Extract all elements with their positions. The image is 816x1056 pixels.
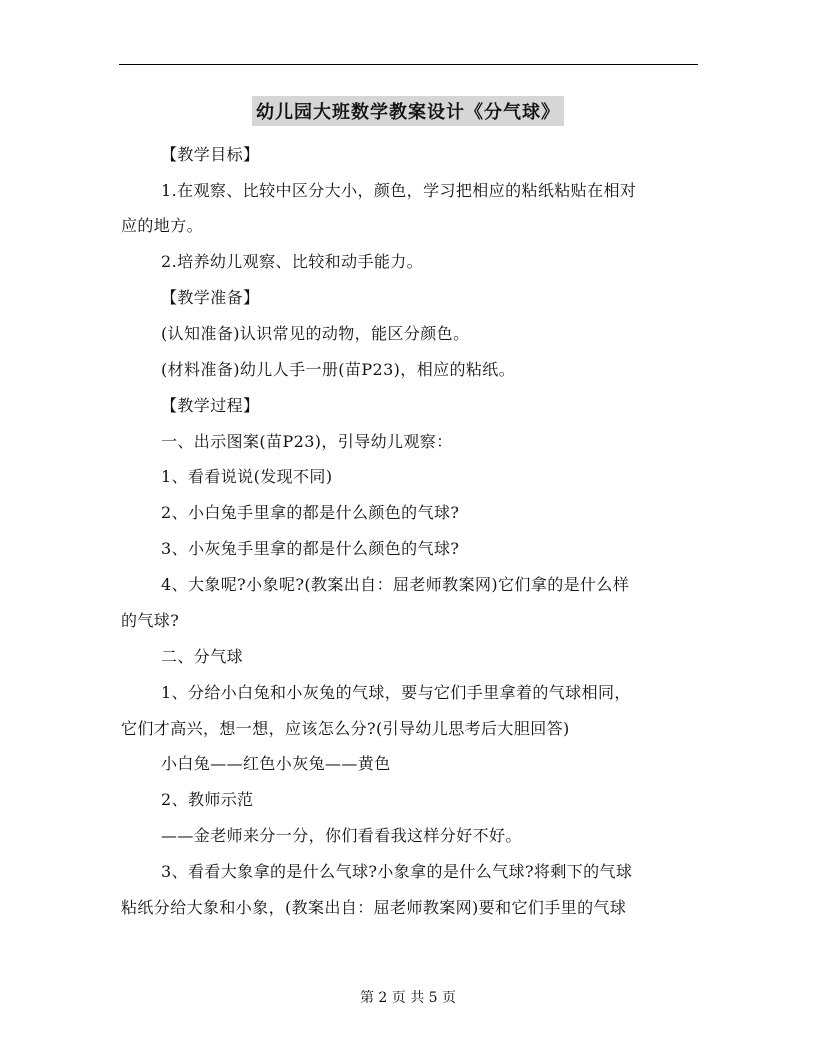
paragraph-line: 二、分气球 (161, 647, 244, 666)
paragraph-line: 3、小灰兔手里拿的都是什么颜色的气球? (161, 539, 460, 558)
paragraph-line: 小白兔——红色小灰兔——黄色 (161, 754, 391, 773)
page-footer: 第 2 页 共 5 页 (359, 990, 457, 1006)
document-title: 幼儿园大班数学教案设计《分气球》 (252, 96, 564, 126)
paragraph-line: 3、看看大象拿的是什么气球?小象拿的是什么气球?将剩下的气球 (161, 862, 633, 881)
paragraph-line: 1、分给小白兔和小灰兔的气球，要与它们手里拿着的气球相同， (161, 683, 631, 702)
paragraph-line: 应的地方。 (121, 216, 204, 235)
paragraph-line: 【教学准备】 (161, 288, 260, 307)
paragraph-line: 1、看看说说(发现不同) (161, 467, 333, 486)
paragraph-line: 一、出示图案(苗P23)，引导幼儿观察： (161, 432, 453, 451)
paragraph-line: 的气球? (121, 611, 180, 630)
paragraph-line: (认知准备)认识常见的动物，能区分颜色。 (161, 324, 470, 343)
paragraph-line: 【教学过程】 (161, 396, 260, 415)
paragraph-line: 4、大象呢?小象呢?(教案出自：屈老师教案网)它们拿的是什么样 (161, 575, 630, 594)
paragraph-line: ——金老师来分一分，你们看看我这样分好不好。 (161, 826, 522, 845)
paragraph-line: 2、教师示范 (161, 790, 254, 809)
paragraph-line: (材料准备)幼儿人手一册(苗P23)，相应的粘纸。 (161, 360, 516, 379)
paragraph-line: 【教学目标】 (161, 145, 260, 164)
header-rule (119, 64, 698, 65)
paragraph-line: 2.培养幼儿观察、比较和动手能力。 (161, 252, 424, 271)
paragraph-line: 2、小白兔手里拿的都是什么颜色的气球? (161, 503, 460, 522)
paragraph-line: 粘纸分给大象和小象，(教案出自：屈老师教案网)要和它们手里的气球 (121, 898, 627, 917)
paragraph-line: 1.在观察、比较中区分大小，颜色，学习把相应的粘纸粘贴在相对 (161, 181, 637, 200)
paragraph-line: 它们才高兴，想一想，应该怎么分?(引导幼儿思考后大胆回答) (121, 719, 570, 738)
